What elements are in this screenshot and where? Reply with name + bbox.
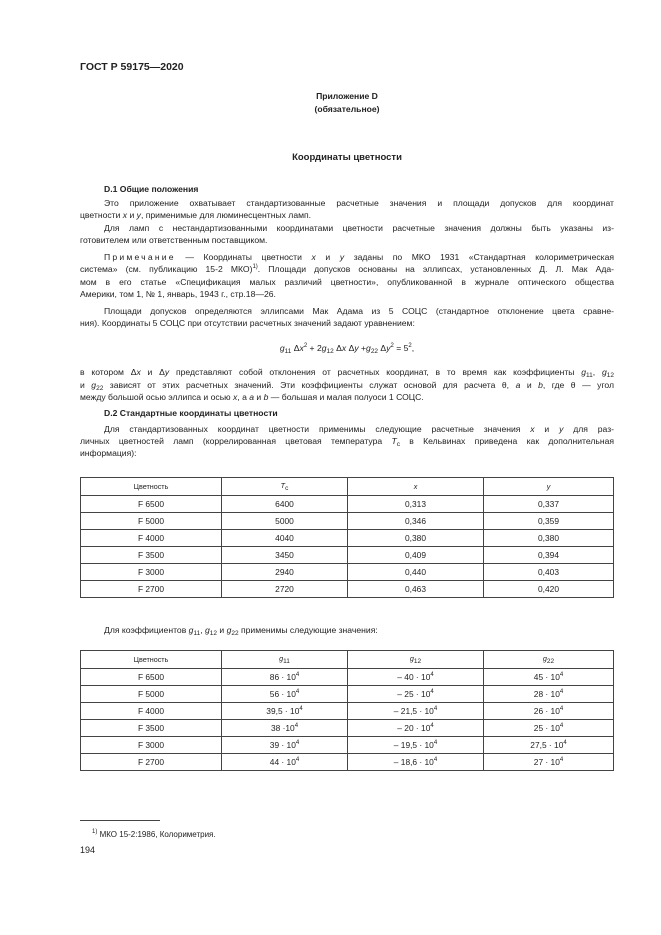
text-segment: y [386, 343, 391, 353]
text-segment: и [520, 380, 539, 390]
text-segment: g [204, 625, 210, 635]
text-segment: 12 [209, 630, 217, 637]
text-line [80, 198, 614, 208]
text-segment: y [559, 424, 564, 434]
table-row [81, 737, 614, 754]
table-row [81, 703, 614, 720]
appendix-title: Приложение D [316, 91, 378, 101]
text-line [80, 436, 614, 448]
text-segment: , [592, 367, 602, 377]
text-segment: 1) [252, 264, 258, 270]
text-segment: Δ [346, 343, 355, 353]
text-line [80, 235, 614, 245]
text-segment: , [411, 343, 415, 353]
appendix-status: (обязательное) [314, 104, 380, 114]
section-heading-d2: D.2 Стандартные координаты цветности [104, 408, 278, 418]
text-segment: b [538, 380, 543, 390]
table-row [81, 581, 614, 598]
table-cell: 2940 [222, 564, 348, 581]
table-cell: 0,359 [484, 513, 614, 530]
table-cell: 6400 [222, 496, 348, 513]
table-cell: F 3000 [81, 737, 222, 754]
table-cell: F 6500 [81, 496, 222, 513]
footnote-divider [80, 820, 160, 821]
text-segment: a [249, 392, 255, 402]
text-segment: 12 [606, 372, 614, 379]
text-segment: и [315, 252, 340, 262]
text-segment: 11 [586, 372, 593, 379]
text-segment: применимы следующие значения: [238, 625, 378, 635]
table-cell: 4040 [222, 530, 348, 547]
text-segment: система» (см. публикацию 15-2 МКО) [80, 264, 253, 274]
text-segment: информация): [80, 448, 137, 458]
table-cell: 0,313 [348, 496, 484, 513]
text-segment: — большая и малая полуоси 1 СОЦС. [268, 392, 424, 402]
text-segment: 22 [231, 630, 239, 637]
text-line [80, 306, 614, 316]
text-segment: Δ [333, 343, 342, 353]
column-header: g12 [348, 651, 484, 669]
text-segment: Для коэффициентов [104, 625, 189, 635]
text-segment: 11 [284, 348, 292, 355]
text-line [80, 277, 614, 287]
footnote: $^{1)}$ МКО 15-2:1986, Колориметрия. [92, 829, 216, 839]
table-row [81, 754, 614, 771]
text-segment: g [279, 343, 285, 353]
table-cell: 0,337 [484, 496, 614, 513]
table-cell: 0,463 [348, 581, 484, 598]
text-line [80, 289, 614, 299]
formula [80, 343, 614, 355]
table-cell: $39,5 \cdot 10^4$ [222, 703, 348, 720]
coefficients-table [80, 650, 614, 771]
text-segment: и Δ [140, 367, 165, 377]
table-cell: F 2700 [81, 754, 222, 771]
text-segment: 22 [370, 348, 379, 355]
column-header: x [348, 478, 484, 496]
table-cell: F 5000 [81, 513, 222, 530]
text-segment: Для стандартизованных координат цветности применимы следующие расчетные значения [104, 424, 531, 434]
text-segment: между большой осью эллипса и осью [80, 392, 234, 402]
text-segment: и [217, 625, 227, 635]
text-segment: в Кельвинах приведена как дополнительная [399, 436, 614, 446]
text-segment: . Площади допусков основаны на эллипсах, установленных Д. Л. Мак Ада- [257, 264, 614, 274]
text-segment: + 2 [307, 343, 322, 353]
table-cell: F 3000 [81, 564, 222, 581]
table-cell: – $21,5 \cdot 10^4$ [348, 703, 484, 720]
table-row [81, 564, 614, 581]
text-segment: y [164, 367, 170, 377]
table-cell: 5000 [222, 513, 348, 530]
table-cell: – $18,6 \cdot 10^4$ [348, 754, 484, 771]
text-segment: и [80, 380, 92, 390]
table-row [81, 547, 614, 564]
text-segment: — Координаты цветности [175, 252, 312, 262]
table-cell: $39 \cdot 10^4$ [222, 737, 348, 754]
text-segment: 2 [390, 343, 394, 349]
text-segment: 11 [193, 630, 201, 637]
text-segment: g [226, 625, 232, 635]
text-segment: Это приложение охватывает стандартизованные расчетные значения и площади допусков для координат [104, 198, 614, 208]
text-segment: заданы по МКО 1931 «Стандартная колориметрическая [344, 252, 615, 262]
table-cell: $28 \cdot 10^4$ [484, 686, 614, 703]
table-cell: $38 \cdot 10^4$ [222, 720, 348, 737]
text-segment: x [530, 424, 535, 434]
text-line [80, 318, 614, 328]
table-cell: $27 \cdot 10^4$ [484, 754, 614, 771]
text-segment: в котором Δ [80, 367, 137, 377]
table-cell: $45 \cdot 10^4$ [484, 669, 614, 686]
text-segment: готовителем или ответственным поставщиком. [80, 235, 268, 245]
text-line [80, 210, 614, 220]
text-segment: ния). Координаты 5 СОЦС при отсутствии расчетных значений задают уравнением: [80, 318, 415, 328]
table-cell: F 5000 [81, 686, 222, 703]
text-segment: b [263, 392, 269, 402]
text-segment: x [341, 343, 347, 353]
column-header: Цветность [81, 651, 222, 669]
text-segment: x [299, 343, 304, 353]
table-cell: $26 \cdot 10^4$ [484, 703, 614, 720]
text-segment: , где θ — угол [542, 380, 614, 390]
table-row [81, 669, 614, 686]
table-cell: F 4000 [81, 703, 222, 720]
text-segment: цветности [80, 210, 123, 220]
text-segment: g [321, 343, 327, 353]
text-line [80, 252, 614, 262]
text-segment: Примечание [104, 252, 176, 262]
text-segment: Америки, том 1, № 1, январь, 1943 г., стр.18—26. [80, 289, 276, 299]
text-segment: и [254, 392, 264, 402]
table-cell: 0,380 [348, 530, 484, 547]
section-heading-d1: D.1 Общие положения [104, 184, 199, 194]
text-line [80, 424, 614, 434]
table-cell: $56 \cdot 10^4$ [222, 686, 348, 703]
text-line [80, 392, 614, 402]
table-row [81, 530, 614, 547]
table-cell: 0,420 [484, 581, 614, 598]
table-row [81, 513, 614, 530]
text-segment: a [515, 380, 521, 390]
text-segment: g [91, 380, 97, 390]
text-segment: Δ [378, 343, 387, 353]
text-segment: g [581, 367, 587, 377]
table-cell: 0,409 [348, 547, 484, 564]
text-segment: личных цветностей ламп (коррелированная цветовая температура [80, 436, 392, 446]
text-line [80, 448, 614, 458]
table-cell: $86 \cdot 10^4$ [222, 669, 348, 686]
text-segment: 2 [303, 343, 308, 349]
text-segment: y [339, 252, 345, 262]
text-segment: 12 [326, 348, 334, 355]
text-segment: g [601, 367, 607, 377]
table-row [81, 686, 614, 703]
text-segment: мом в его статье «Спецификация малых различий цветности», опубликованной в журнале оптического общества [80, 277, 614, 287]
text-segment: , а [237, 392, 250, 402]
document-header: ГОСТ Р 59175—2020 [80, 61, 184, 73]
table-cell: F 2700 [81, 581, 222, 598]
text-segment: + [358, 343, 367, 353]
text-segment: 2 [408, 343, 412, 349]
text-segment: Площади допусков определяются эллипсами Мак Адама из 5 СОЦС (стандартное отклонение цвета сравне- [104, 306, 614, 316]
text-segment: g [366, 343, 371, 353]
table-cell: $27,5 \cdot 10^4$ [484, 737, 614, 754]
table-cell: 0,394 [484, 547, 614, 564]
text-segment: Δ [291, 343, 300, 353]
table-cell: F 3500 [81, 547, 222, 564]
table-cell: $25 \cdot 10^4$ [484, 720, 614, 737]
text-segment: Для ламп с нестандартизованными координатами цветности расчетные значения должны быть указаны из- [104, 223, 614, 233]
column-header: y [484, 478, 614, 496]
table-cell: 0,403 [484, 564, 614, 581]
text-line [80, 223, 614, 233]
table-cell: – $25 \cdot 10^4$ [348, 686, 484, 703]
text-segment: зависят от этих расчетных значений. Эти коэффициенты служат основой для расчета θ, [103, 380, 516, 390]
text-segment: x [136, 367, 141, 377]
text-segment: для раз- [563, 424, 615, 434]
table-row [81, 720, 614, 737]
text-segment: и [534, 424, 560, 434]
column-header: g22 [484, 651, 614, 669]
chromaticity-coordinates-table [80, 477, 614, 598]
table-cell: 3450 [222, 547, 348, 564]
text-segment: 22 [96, 385, 104, 392]
page-number: 194 [80, 845, 96, 855]
text-segment: и [127, 210, 137, 220]
table-cell: F 3500 [81, 720, 222, 737]
text-segment: c [396, 441, 400, 448]
text-segment: x [122, 210, 128, 220]
table-cell: F 4000 [81, 530, 222, 547]
table-row [81, 496, 614, 513]
table-cell: 2720 [222, 581, 348, 598]
table-cell: 0,380 [484, 530, 614, 547]
text-segment: T [391, 436, 397, 446]
text-segment: y [354, 343, 359, 353]
text-line [80, 264, 614, 274]
table-cell: – $20 \cdot 10^4$ [348, 720, 484, 737]
text-segment: = 5 [393, 343, 409, 353]
text-segment: y [136, 210, 141, 220]
table-cell: 0,346 [348, 513, 484, 530]
text-segment: представляют собой отклонения от расчетных координат, в то время как коэффициенты [169, 367, 582, 377]
text-line [80, 625, 614, 637]
column-header: g11 [222, 651, 348, 669]
table-cell: $44 \cdot 10^4$ [222, 754, 348, 771]
table-cell: – $40 \cdot 10^4$ [348, 669, 484, 686]
text-segment: , применимые для люминесцентных ламп. [140, 210, 312, 220]
text-segment: x [233, 392, 238, 402]
text-segment: , [200, 625, 205, 635]
text-line [80, 367, 614, 379]
page-title: Координаты цветности [292, 152, 402, 163]
column-header: Tc [222, 478, 348, 496]
table-cell: 0,440 [348, 564, 484, 581]
text-line [80, 380, 614, 392]
table-cell: – $19,5 \cdot 10^4$ [348, 737, 484, 754]
table-cell: F 6500 [81, 669, 222, 686]
text-segment: x [311, 252, 316, 262]
text-segment: g [188, 625, 194, 635]
column-header: Цветность [81, 478, 222, 496]
